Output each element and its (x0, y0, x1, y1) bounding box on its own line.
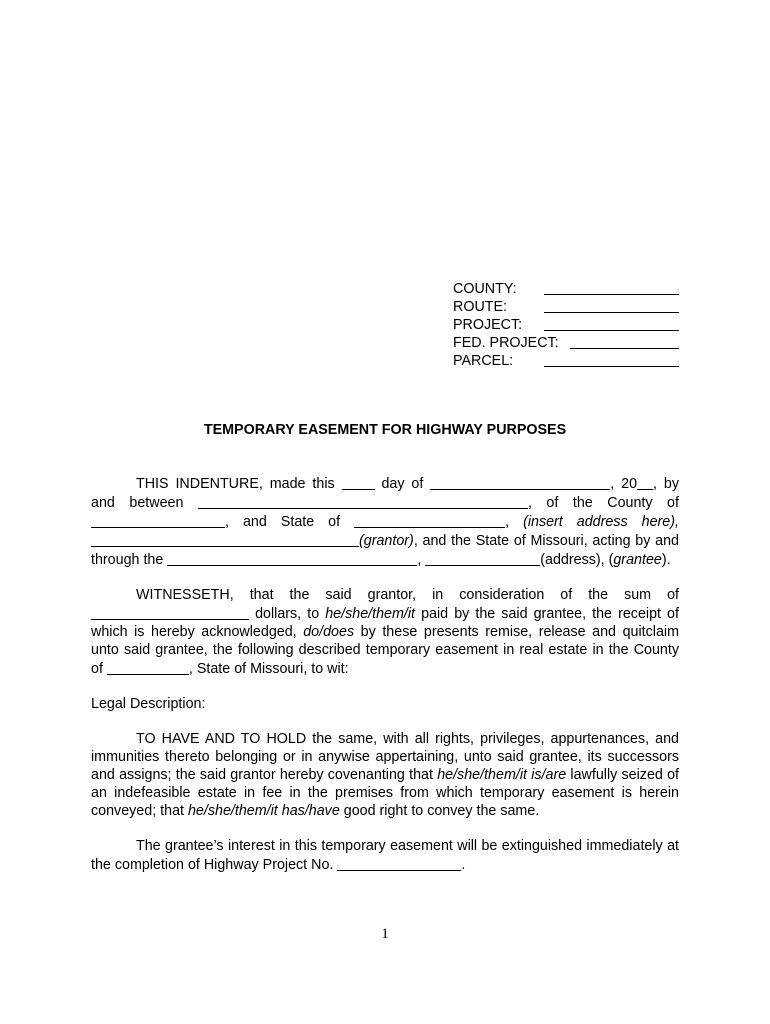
grantee-address-blank (425, 552, 540, 566)
parcel-blank (544, 366, 679, 367)
page-number: 1 (381, 926, 389, 942)
p1-text-6: , and State of (225, 514, 355, 530)
p1-text-3: , 20 (610, 476, 638, 492)
p3-italic-2: he/she/them/it has/have (187, 803, 340, 819)
habendum-paragraph (91, 730, 679, 820)
p1-text-12: ). (661, 552, 671, 568)
sum-blank (91, 606, 249, 620)
p1-text-9: , and the State of Missouri, acting by and through the (91, 533, 679, 568)
county-blank (544, 294, 679, 295)
fed-project-label: FED. PROJECT: (453, 335, 559, 351)
grantor-italic: (grantor) (359, 533, 414, 549)
grantee-italic: grantee (613, 552, 662, 568)
county-row (453, 280, 681, 298)
p2-text-2: dollars, to (249, 606, 326, 622)
fed-project-blank (570, 348, 679, 349)
p4-text-1: The grantee’s interest in this temporary easement will be extinguished immediately at the completion of Highway Project No. (91, 838, 679, 873)
p1-text-10: , (417, 552, 426, 568)
project-number-blank (337, 857, 461, 871)
route-label: ROUTE: (453, 299, 508, 315)
grantor-name-blank (198, 495, 528, 509)
year-blank (637, 476, 653, 490)
p1-text-5: , of the County of (527, 495, 679, 511)
parcel-label: PARCEL: (453, 353, 514, 369)
grantor-address-blank (91, 533, 359, 547)
p4-text-2: . (461, 857, 466, 873)
fed-project-row (453, 334, 681, 352)
insert-address-note: (insert address here), (523, 514, 679, 530)
county-label: COUNTY: (453, 281, 517, 297)
day-blank (342, 476, 375, 490)
route-row (453, 298, 681, 316)
p3-text-3: good right to convey the same. (339, 803, 540, 819)
witnesseth-paragraph (91, 586, 679, 678)
p2-text-5: , State of Missouri, to wit: (188, 661, 349, 677)
p1-text-1: THIS INDENTURE, made this (136, 476, 342, 492)
project-row (453, 316, 681, 334)
document-body (91, 474, 679, 874)
p2-text-3: paid by the said grantee, the receipt of which is hereby acknowledged, (91, 606, 679, 640)
p3-text-1: TO HAVE AND TO HOLD the same, with all rights, privileges, appurtenances, and immunities thereto belonging or in anywise appertaining, unto said grantee, its successors and assigns; the said grantor hereby covenanting that (91, 731, 679, 783)
p2-text-1: WITNESSETH, that the said grantor, in consideration of the sum of (136, 587, 679, 603)
easement-county-blank (107, 661, 189, 675)
p2-text-4: by these presents remise, release and quitclaim unto said grantee, the following described temporary easement in real estate in the County of (91, 624, 679, 677)
indenture-paragraph (91, 474, 679, 569)
document-title: TEMPORARY EASEMENT FOR HIGHWAY PURPOSES (203, 422, 567, 438)
grantor-state-blank (354, 514, 505, 528)
month-blank (430, 476, 610, 490)
p1-text-7: , (505, 514, 524, 530)
p1-text-4: , by and between (91, 476, 680, 511)
p3-italic-1: he/she/them/it is/are (437, 767, 567, 783)
route-blank (544, 312, 679, 313)
header-block (453, 280, 681, 370)
p2-italic-2: do/does (303, 624, 355, 640)
extinguish-paragraph (91, 837, 679, 874)
agency-blank (167, 552, 417, 566)
grantor-county-blank (91, 514, 225, 528)
project-label: PROJECT: (453, 317, 523, 333)
parcel-row (453, 352, 681, 370)
p3-text-2: lawfully seized of an indefeasible estate in fee in the premises from which temporary easement is herein conveyed; that (91, 767, 679, 819)
p2-italic-1: he/she/them/it (325, 606, 416, 622)
p1-text-2: day of (374, 476, 431, 492)
p1-text-11: (address), ( (540, 552, 614, 568)
project-blank (544, 330, 679, 331)
legal-description-label: Legal Description: (91, 696, 206, 712)
